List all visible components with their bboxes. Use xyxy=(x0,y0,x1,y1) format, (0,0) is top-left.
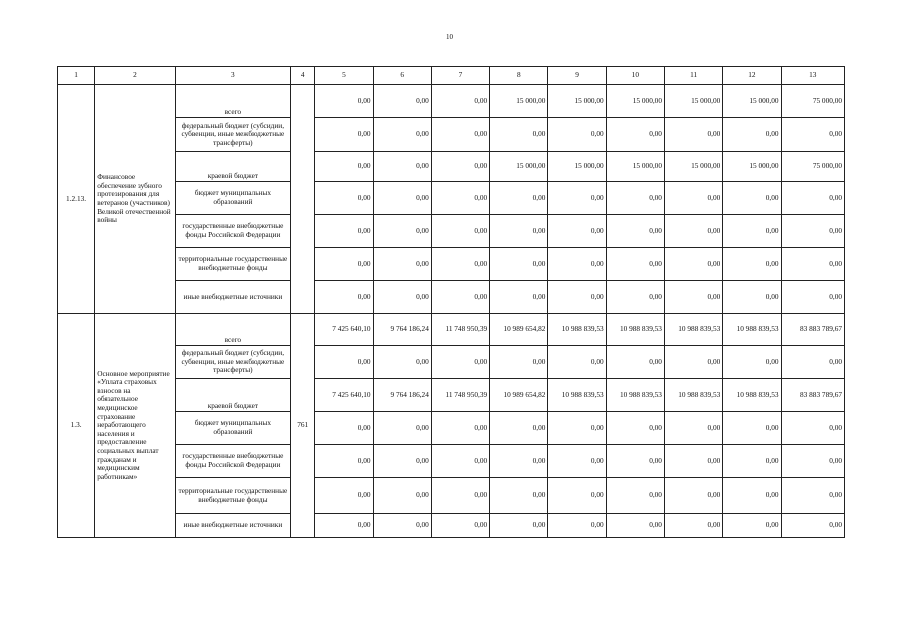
value-cell-col-7: 0,00 xyxy=(431,281,489,314)
value-cell-col-13: 75 000,00 xyxy=(781,85,844,118)
header-cell-13: 13 xyxy=(781,67,844,85)
value-cell-col-9: 10 988 839,53 xyxy=(548,314,606,346)
value-cell-col-13: 0,00 xyxy=(781,281,844,314)
funding-source: федеральный бюджет (субсидии, субвенции, иные межбюджетные трансферты) xyxy=(175,346,291,379)
value-cell-col-12: 0,00 xyxy=(723,118,781,152)
value-cell-col-7: 0,00 xyxy=(431,346,489,379)
value-cell-col-9: 0,00 xyxy=(548,182,606,215)
value-cell-col-13: 0,00 xyxy=(781,215,844,248)
value-cell-col-6: 0,00 xyxy=(373,412,431,445)
funding-source: бюджет муниципальных образований xyxy=(175,412,291,445)
value-cell-col-8: 10 989 654,82 xyxy=(490,379,548,412)
value-cell-col-12: 0,00 xyxy=(723,281,781,314)
value-cell-col-13: 0,00 xyxy=(781,248,844,281)
header-cell-10: 10 xyxy=(606,67,664,85)
value-cell-col-7: 0,00 xyxy=(431,215,489,248)
value-cell-col-10: 0,00 xyxy=(606,118,664,152)
value-cell-col-12: 10 988 839,53 xyxy=(723,379,781,412)
value-cell-col-6: 0,00 xyxy=(373,346,431,379)
value-cell-col-8: 0,00 xyxy=(490,445,548,478)
funding-source: всего xyxy=(175,314,291,346)
value-cell-col-6: 0,00 xyxy=(373,215,431,248)
header-cell-9: 9 xyxy=(548,67,606,85)
table-row xyxy=(58,248,845,281)
value-cell-col-13: 83 883 789,67 xyxy=(781,314,844,346)
value-cell-col-11: 0,00 xyxy=(664,478,722,514)
funding-source: государственные внебюджетные фонды Российской Федерации xyxy=(175,215,291,248)
value-cell-col-11: 0,00 xyxy=(664,412,722,445)
measure-name: Основное мероприятие «Уплата страховых взносов на обязательное медицинское страхование неработающего населения и предоставление социальных выплат гражданам и медицинским работникам» xyxy=(95,314,175,538)
funding-source: иные внебюджетные источники xyxy=(175,514,291,538)
value-cell-col-12: 0,00 xyxy=(723,346,781,379)
value-cell-col-6: 0,00 xyxy=(373,118,431,152)
value-cell-col-6: 9 764 186,24 xyxy=(373,379,431,412)
value-cell-col-12: 10 988 839,53 xyxy=(723,314,781,346)
table-row xyxy=(58,514,845,538)
table-row xyxy=(58,281,845,314)
value-cell-col-12: 0,00 xyxy=(723,445,781,478)
value-cell-col-5: 0,00 xyxy=(315,152,373,182)
header-cell-3: 3 xyxy=(175,67,291,85)
value-cell-col-12: 0,00 xyxy=(723,412,781,445)
value-cell-col-10: 0,00 xyxy=(606,215,664,248)
value-cell-col-8: 15 000,00 xyxy=(490,85,548,118)
value-cell-col-8: 0,00 xyxy=(490,215,548,248)
value-cell-col-6: 0,00 xyxy=(373,281,431,314)
value-cell-col-9: 0,00 xyxy=(548,215,606,248)
value-cell-col-10: 15 000,00 xyxy=(606,85,664,118)
value-cell-col-11: 0,00 xyxy=(664,346,722,379)
value-cell-col-11: 0,00 xyxy=(664,514,722,538)
value-cell-col-11: 0,00 xyxy=(664,281,722,314)
table-row xyxy=(58,379,845,412)
value-cell-col-8: 0,00 xyxy=(490,346,548,379)
value-cell-col-9: 0,00 xyxy=(548,445,606,478)
value-cell-col-7: 0,00 xyxy=(431,412,489,445)
row-code: 1.2.13. xyxy=(58,85,95,314)
value-cell-col-10: 0,00 xyxy=(606,281,664,314)
header-cell-6: 6 xyxy=(373,67,431,85)
funding-source: бюджет муниципальных образований xyxy=(175,182,291,215)
header-cell-4: 4 xyxy=(291,67,315,85)
value-cell-col-7: 11 748 950,39 xyxy=(431,314,489,346)
value-cell-col-5: 0,00 xyxy=(315,445,373,478)
value-cell-col-7: 0,00 xyxy=(431,118,489,152)
value-cell-col-13: 0,00 xyxy=(781,182,844,215)
value-cell-col-6: 0,00 xyxy=(373,445,431,478)
value-cell-col-12: 0,00 xyxy=(723,514,781,538)
value-cell-col-7: 0,00 xyxy=(431,182,489,215)
budget-code xyxy=(291,85,315,314)
value-cell-col-6: 0,00 xyxy=(373,248,431,281)
value-cell-col-5: 7 425 640,10 xyxy=(315,314,373,346)
value-cell-col-9: 0,00 xyxy=(548,478,606,514)
value-cell-col-5: 7 425 640,10 xyxy=(315,379,373,412)
value-cell-col-8: 15 000,00 xyxy=(490,152,548,182)
header-row xyxy=(58,67,845,85)
header-cell-1: 1 xyxy=(58,67,95,85)
value-cell-col-12: 0,00 xyxy=(723,215,781,248)
table-row xyxy=(58,118,845,152)
value-cell-col-11: 15 000,00 xyxy=(664,85,722,118)
value-cell-col-6: 9 764 186,24 xyxy=(373,314,431,346)
value-cell-col-8: 0,00 xyxy=(490,248,548,281)
table-row xyxy=(58,445,845,478)
value-cell-col-10: 0,00 xyxy=(606,412,664,445)
header-cell-8: 8 xyxy=(490,67,548,85)
value-cell-col-12: 15 000,00 xyxy=(723,152,781,182)
header-cell-5: 5 xyxy=(315,67,373,85)
value-cell-col-6: 0,00 xyxy=(373,514,431,538)
value-cell-col-12: 0,00 xyxy=(723,248,781,281)
value-cell-col-5: 0,00 xyxy=(315,412,373,445)
value-cell-col-10: 10 988 839,53 xyxy=(606,379,664,412)
header-cell-12: 12 xyxy=(723,67,781,85)
value-cell-col-8: 0,00 xyxy=(490,514,548,538)
value-cell-col-10: 0,00 xyxy=(606,346,664,379)
value-cell-col-5: 0,00 xyxy=(315,118,373,152)
value-cell-col-8: 10 989 654,82 xyxy=(490,314,548,346)
value-cell-col-11: 10 988 839,53 xyxy=(664,379,722,412)
funding-source: территориальные государственные внебюджетные фонды xyxy=(175,478,291,514)
funding-source: федеральный бюджет (субсидии, субвенции, иные межбюджетные трансферты) xyxy=(175,118,291,152)
value-cell-col-5: 0,00 xyxy=(315,215,373,248)
value-cell-col-9: 0,00 xyxy=(548,514,606,538)
header-cell-11: 11 xyxy=(664,67,722,85)
value-cell-col-9: 15 000,00 xyxy=(548,152,606,182)
value-cell-col-11: 10 988 839,53 xyxy=(664,314,722,346)
table-row xyxy=(58,346,845,379)
budget-code: 761 xyxy=(291,314,315,538)
value-cell-col-8: 0,00 xyxy=(490,478,548,514)
value-cell-col-7: 0,00 xyxy=(431,445,489,478)
value-cell-col-10: 0,00 xyxy=(606,182,664,215)
value-cell-col-10: 0,00 xyxy=(606,248,664,281)
value-cell-col-11: 0,00 xyxy=(664,215,722,248)
header-cell-2: 2 xyxy=(95,67,175,85)
value-cell-col-8: 0,00 xyxy=(490,281,548,314)
value-cell-col-7: 11 748 950,39 xyxy=(431,379,489,412)
value-cell-col-11: 0,00 xyxy=(664,118,722,152)
value-cell-col-5: 0,00 xyxy=(315,346,373,379)
value-cell-col-11: 0,00 xyxy=(664,182,722,215)
table-row xyxy=(58,85,845,118)
measure-name: Финансовое обеспечение зубного протезирования для ветеранов (участников) Великой отечественной войны xyxy=(95,85,175,314)
value-cell-col-11: 0,00 xyxy=(664,445,722,478)
budget-table xyxy=(57,66,845,538)
value-cell-col-9: 0,00 xyxy=(548,248,606,281)
header-cell-7: 7 xyxy=(431,67,489,85)
funding-source: краевой бюджет xyxy=(175,379,291,412)
funding-source: краевой бюджет xyxy=(175,152,291,182)
value-cell-col-9: 0,00 xyxy=(548,412,606,445)
value-cell-col-7: 0,00 xyxy=(431,85,489,118)
funding-source: территориальные государственные внебюджетные фонды xyxy=(175,248,291,281)
table-row xyxy=(58,215,845,248)
value-cell-col-6: 0,00 xyxy=(373,478,431,514)
funding-source: иные внебюджетные источники xyxy=(175,281,291,314)
value-cell-col-12: 0,00 xyxy=(723,478,781,514)
value-cell-col-9: 0,00 xyxy=(548,118,606,152)
value-cell-col-10: 0,00 xyxy=(606,514,664,538)
value-cell-col-6: 0,00 xyxy=(373,152,431,182)
value-cell-col-6: 0,00 xyxy=(373,85,431,118)
value-cell-col-10: 0,00 xyxy=(606,445,664,478)
value-cell-col-13: 83 883 789,67 xyxy=(781,379,844,412)
value-cell-col-10: 15 000,00 xyxy=(606,152,664,182)
value-cell-col-5: 0,00 xyxy=(315,85,373,118)
value-cell-col-13: 0,00 xyxy=(781,118,844,152)
table-row xyxy=(58,478,845,514)
value-cell-col-7: 0,00 xyxy=(431,152,489,182)
value-cell-col-11: 15 000,00 xyxy=(664,152,722,182)
value-cell-col-12: 0,00 xyxy=(723,182,781,215)
page-number: 10 xyxy=(446,33,453,41)
value-cell-col-6: 0,00 xyxy=(373,182,431,215)
table-row xyxy=(58,314,845,346)
value-cell-col-8: 0,00 xyxy=(490,412,548,445)
value-cell-col-9: 0,00 xyxy=(548,281,606,314)
value-cell-col-10: 0,00 xyxy=(606,478,664,514)
value-cell-col-9: 15 000,00 xyxy=(548,85,606,118)
value-cell-col-13: 0,00 xyxy=(781,346,844,379)
value-cell-col-13: 0,00 xyxy=(781,445,844,478)
value-cell-col-5: 0,00 xyxy=(315,478,373,514)
value-cell-col-7: 0,00 xyxy=(431,478,489,514)
funding-source: государственные внебюджетные фонды Российской Федерации xyxy=(175,445,291,478)
value-cell-col-5: 0,00 xyxy=(315,248,373,281)
value-cell-col-5: 0,00 xyxy=(315,281,373,314)
value-cell-col-13: 0,00 xyxy=(781,412,844,445)
value-cell-col-12: 15 000,00 xyxy=(723,85,781,118)
value-cell-col-10: 10 988 839,53 xyxy=(606,314,664,346)
row-code: 1.3. xyxy=(58,314,95,538)
table-row xyxy=(58,412,845,445)
table-row xyxy=(58,182,845,215)
funding-source: всего xyxy=(175,85,291,118)
value-cell-col-8: 0,00 xyxy=(490,182,548,215)
value-cell-col-9: 10 988 839,53 xyxy=(548,379,606,412)
value-cell-col-8: 0,00 xyxy=(490,118,548,152)
value-cell-col-11: 0,00 xyxy=(664,248,722,281)
value-cell-col-13: 75 000,00 xyxy=(781,152,844,182)
value-cell-col-7: 0,00 xyxy=(431,248,489,281)
value-cell-col-9: 0,00 xyxy=(548,346,606,379)
value-cell-col-13: 0,00 xyxy=(781,478,844,514)
table-row xyxy=(58,152,845,182)
value-cell-col-7: 0,00 xyxy=(431,514,489,538)
value-cell-col-5: 0,00 xyxy=(315,182,373,215)
value-cell-col-13: 0,00 xyxy=(781,514,844,538)
value-cell-col-5: 0,00 xyxy=(315,514,373,538)
